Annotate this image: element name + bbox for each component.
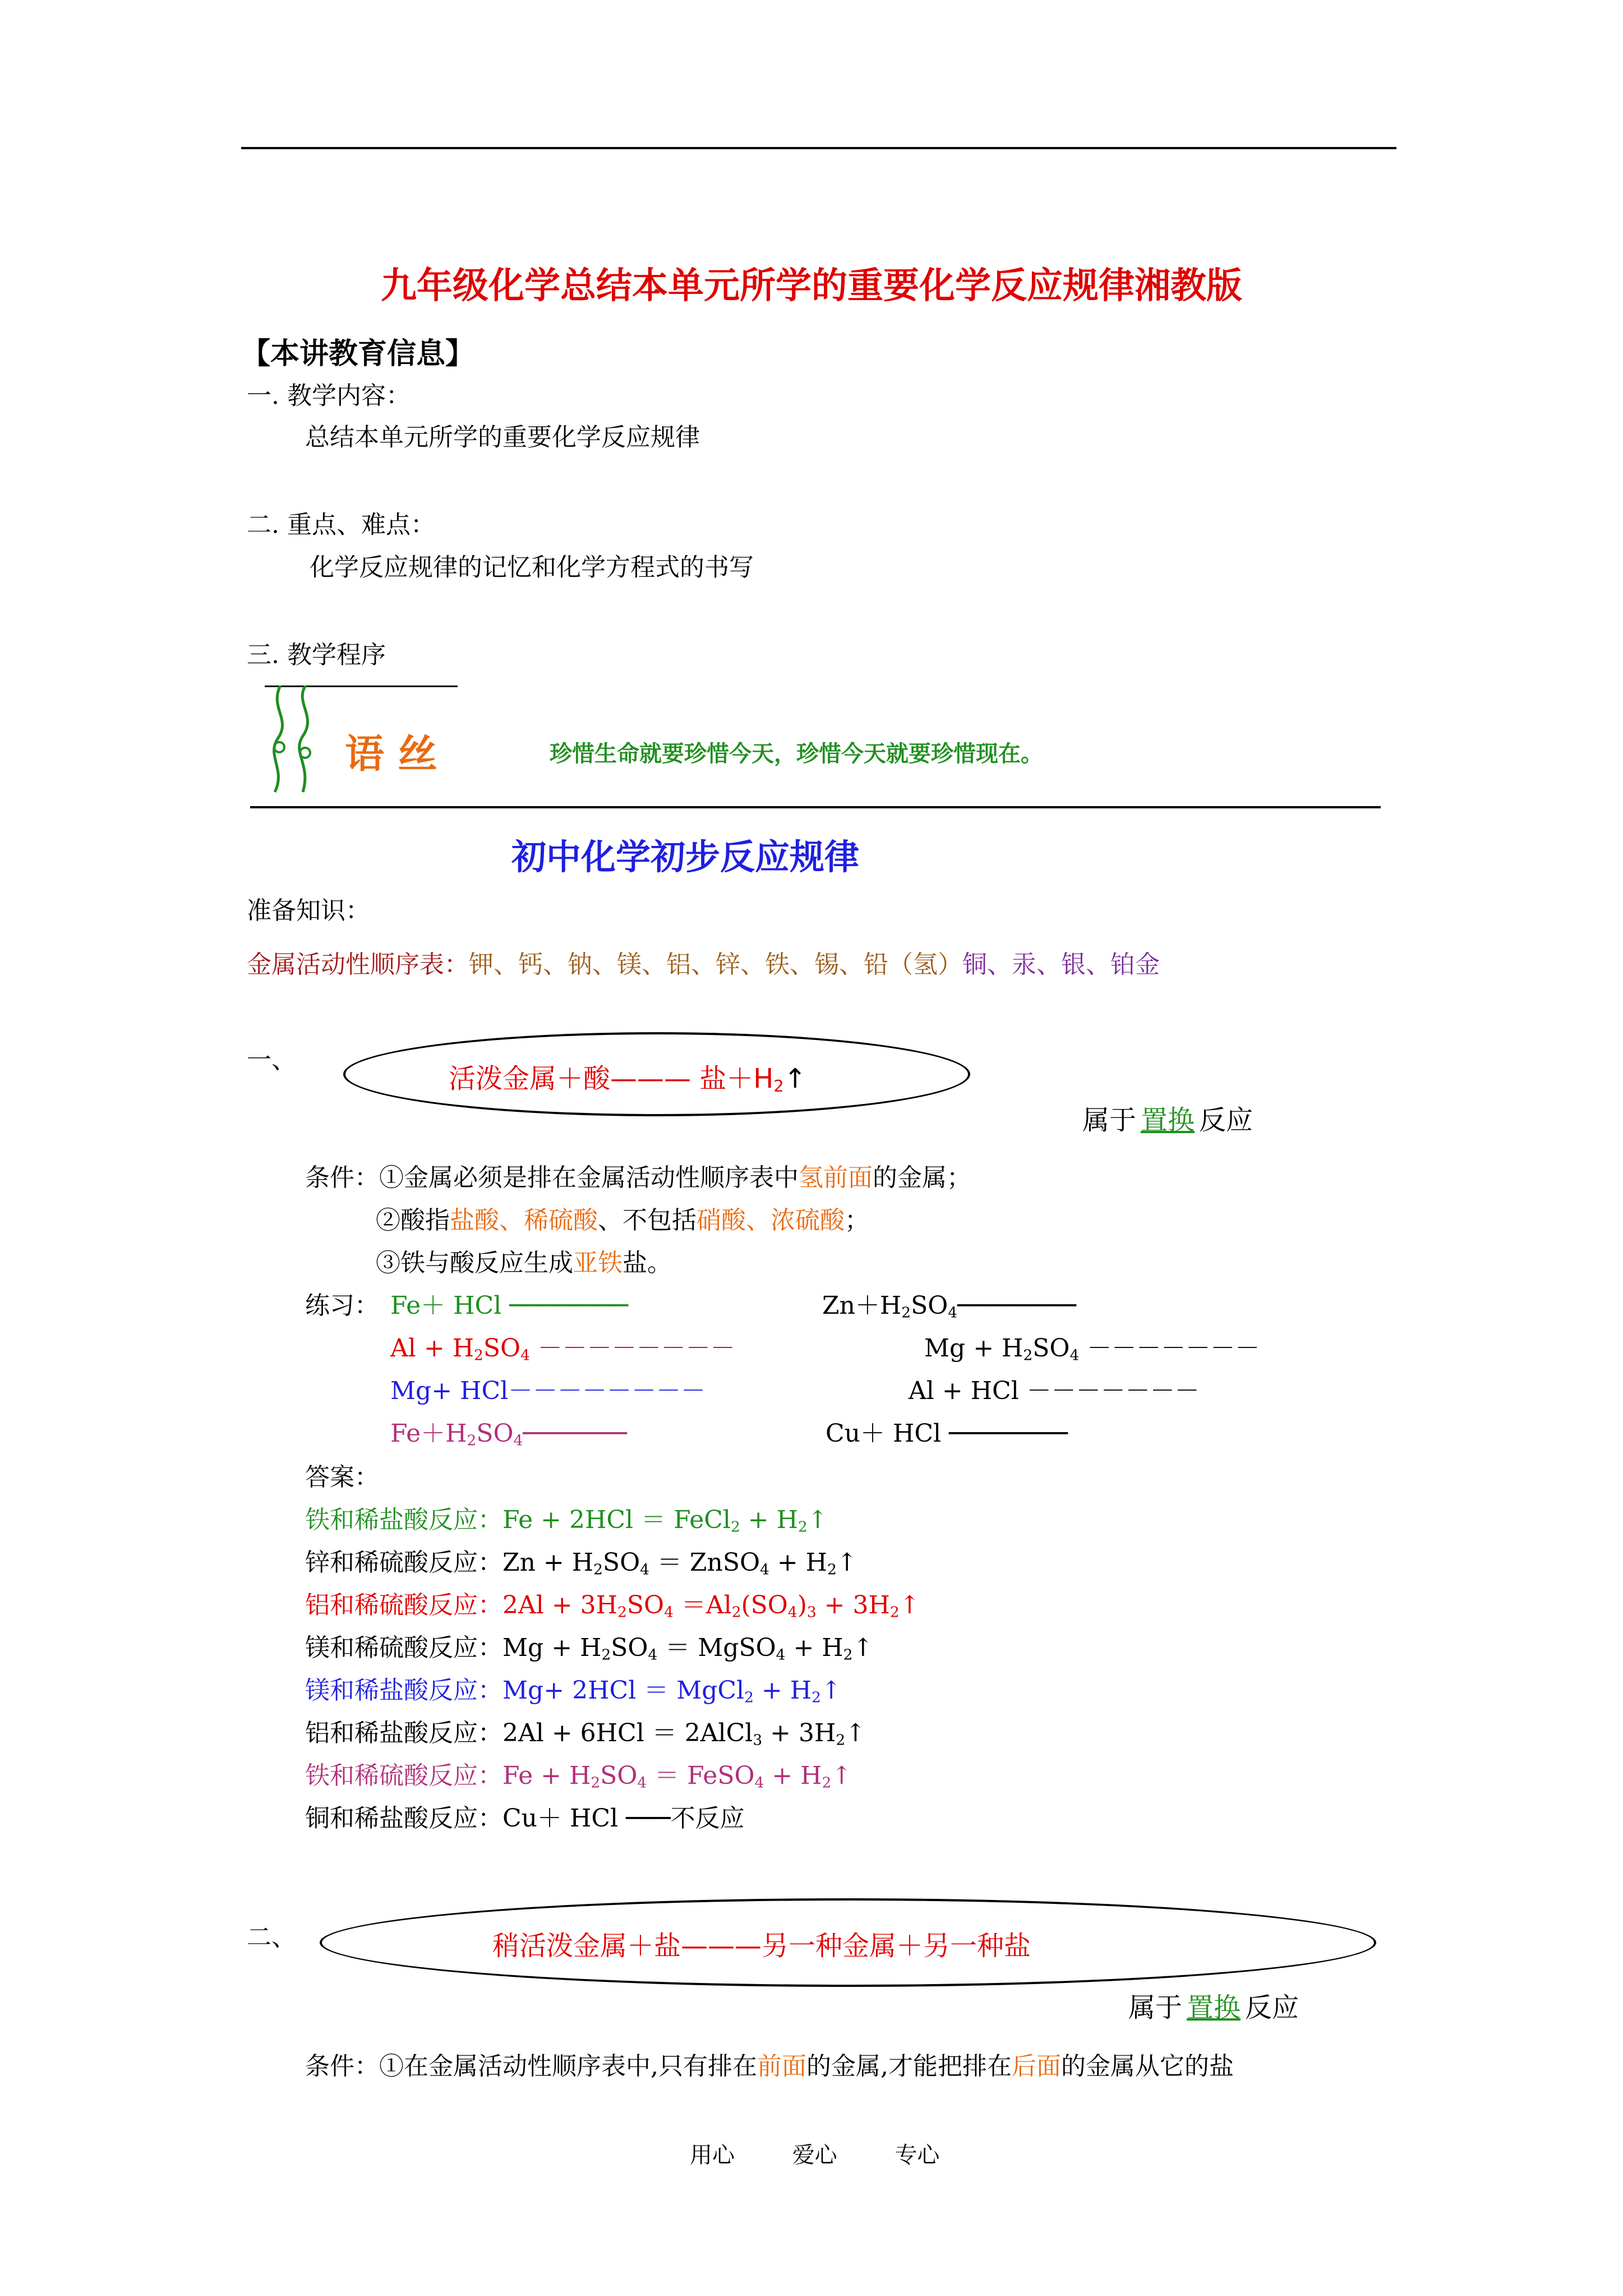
belongs-suffix: 反应 xyxy=(1199,1105,1253,1136)
answer-1: 铁和稀盐酸反应：Fe + 2HCl ＝ FeCl$_2$ + $H_2↑$ xyxy=(305,1506,828,1536)
vine-decoration-icon xyxy=(264,685,331,798)
belongs-suffix-2: 反应 xyxy=(1245,1992,1299,2023)
answer-5: 镁和稀盐酸反应：Mg+ 2HCl ＝ MgCl$_2$ + $H_2↑$ xyxy=(305,1676,842,1706)
answer-2-label: 锌和稀硫酸反应： xyxy=(305,1548,502,1577)
rule-2-condition-1 xyxy=(305,2050,1234,2083)
practice-2: $Zn+H_2SO_4────────$ xyxy=(822,1291,1077,1322)
r2-cond1-e: 的金属从它的盐 xyxy=(1061,2052,1234,2081)
rule-2-belongs xyxy=(1128,1986,1299,2024)
activity-series-part1: 钾、钙、钠、镁、铝、锌、铁、锡、铅（氢） xyxy=(469,950,962,979)
belongs-prefix: 属于 xyxy=(1082,1105,1137,1136)
gas-arrow-icon: ↑ xyxy=(783,1063,806,1094)
answer-3: 铝和稀硫酸反应：$2Al + 3H_2SO_4 =Al_2(SO_4)_3$ + $3H_2↑$ xyxy=(305,1591,920,1621)
info-heading: 【本讲教育信息】 xyxy=(241,337,475,371)
cond2-c: 、不包括 xyxy=(598,1206,697,1235)
copper-result: 不反应 xyxy=(670,1804,745,1833)
section-1-label: 一. 教学内容： xyxy=(247,381,411,410)
belongs-prefix-2: 属于 xyxy=(1128,1992,1183,2023)
rule-1-oval-text: 活泼金属＋酸——— 盐$+H_2↑$ xyxy=(449,1063,806,1096)
practice-7: $Fe+H_2SO_4───────$ xyxy=(390,1419,627,1450)
answer-6-label: 铝和稀盐酸反应： xyxy=(305,1719,502,1747)
practice-3: $Al + H_2SO_4$ －－－－－－－－ xyxy=(390,1334,735,1364)
r2-cond1-b: 前面 xyxy=(757,2052,806,2081)
cond3-a: ③铁与酸反应生成 xyxy=(376,1249,573,1277)
practice-label: 练习： xyxy=(305,1291,379,1320)
practice-5: Mg+ HCl－－－－－－－－ xyxy=(390,1377,706,1405)
main-heading: 初中化学初步反应规律 xyxy=(511,836,860,877)
activity-series-part2: 铜、汞、银、铂金 xyxy=(962,950,1160,979)
cond1-b: 氢前面 xyxy=(799,1163,873,1192)
cond3-b: 亚铁 xyxy=(573,1249,623,1277)
cond1-c: 的金属； xyxy=(873,1163,971,1192)
practice-4: $Mg + H_2SO_4$ －－－－－－－ xyxy=(924,1334,1260,1364)
section-2-label: 二. 重点、难点： xyxy=(247,510,435,539)
rule-1-belongs xyxy=(1082,1098,1253,1137)
answer-6: 铝和稀盐酸反应：2Al + 6HCl ＝ 2AlCl$_3$ + $3H_2↑$ xyxy=(305,1719,866,1749)
header-rule xyxy=(241,147,1396,149)
rule-2-oval-text: 稍活泼金属＋盐———另一种金属＋另一种盐 xyxy=(492,1930,1031,1962)
section-2-text: 化学反应规律的记忆和化学方程式的书写 xyxy=(310,553,754,582)
rule-1-number: 一、 xyxy=(247,1046,296,1074)
answer-5-label: 镁和稀盐酸反应： xyxy=(305,1676,502,1705)
prep-label: 准备知识： xyxy=(247,896,370,925)
rule-1-condition-2 xyxy=(376,1204,869,1237)
r2-cond1-a: ①在金属活动性顺序表中,只有排在 xyxy=(379,2052,757,2081)
reaction-type-2: 置换 xyxy=(1187,1992,1241,2023)
rule-2-number: 二、 xyxy=(247,1923,296,1952)
practice-1: Fe＋ HCl ──────── xyxy=(390,1291,629,1320)
cond-label: 条件： xyxy=(305,1163,379,1192)
cond2-e: ； xyxy=(845,1206,869,1235)
practice-8: Cu＋ HCl ──────── xyxy=(826,1419,1068,1448)
answer-label: 答案： xyxy=(305,1463,379,1492)
footer xyxy=(690,2137,939,2169)
answer-7: 铁和稀硫酸反应：$Fe + H_2SO_4$ ＝ FeSO$_4$ + $H_2↑$ xyxy=(305,1761,852,1792)
footer-item-2: 爱心 xyxy=(792,2142,837,2168)
cond-label-2: 条件： xyxy=(305,2052,379,2081)
page-title: 九年级化学总结本单元所学的重要化学反应规律湘教版 xyxy=(381,265,1242,307)
section-1-text: 总结本单元所学的重要化学反应规律 xyxy=(305,423,700,452)
r2-cond1-c: 的金属,才能把排在 xyxy=(806,2052,1012,2081)
answer-7-label: 铁和稀硫酸反应： xyxy=(305,1761,502,1790)
rule-1-condition-1 xyxy=(305,1161,971,1195)
r2-cond1-d: 后面 xyxy=(1012,2052,1061,2081)
answer-2: 锌和稀硫酸反应：$Zn + H_2SO_4$ ＝ ZnSO$_4$ + $H_2↑$ xyxy=(305,1548,857,1579)
answer-8: 铜和稀盐酸反应：Cu＋ HCl ───不反应 xyxy=(305,1804,745,1833)
cond2-d: 硝酸、浓硫酸 xyxy=(697,1206,845,1235)
footer-item-1: 用心 xyxy=(690,2142,735,2168)
practice-6: Al + HCl －－－－－－－ xyxy=(909,1377,1200,1405)
rule-1-formula: 活泼金属＋酸——— 盐＋H xyxy=(449,1063,774,1094)
answer-4-label: 镁和稀硫酸反应： xyxy=(305,1634,502,1662)
reaction-type: 置换 xyxy=(1141,1105,1195,1136)
cond1-a: ①金属必须是排在金属活动性顺序表中 xyxy=(379,1163,799,1192)
cond2-a: ②酸指 xyxy=(376,1206,450,1235)
answer-8-label: 铜和稀盐酸反应： xyxy=(305,1804,502,1833)
rule-1-condition-3 xyxy=(376,1246,672,1280)
answer-1-label: 铁和稀盐酸反应： xyxy=(305,1506,502,1534)
cond3-c: 盐。 xyxy=(623,1249,672,1277)
activity-series-line xyxy=(247,948,1160,982)
answer-3-label: 铝和稀硫酸反应： xyxy=(305,1591,502,1619)
cond2-b: 盐酸、稀硫酸 xyxy=(450,1206,598,1235)
section-3-label: 三. 教学程序 xyxy=(247,641,386,669)
banner-quote: 珍惜生命就要珍惜今天，珍惜今天就要珍惜现在。 xyxy=(550,741,1043,767)
answer-4: 镁和稀硫酸反应：$Mg + H_2SO_4$ ＝ MgSO$_4$ + $H_2↑$ xyxy=(305,1634,874,1664)
activity-label: 金属活动性顺序表： xyxy=(247,950,469,979)
banner-word: 语 丝 xyxy=(345,731,437,777)
banner-bottom-rule xyxy=(250,806,1381,808)
footer-item-3: 专心 xyxy=(895,2142,940,2168)
